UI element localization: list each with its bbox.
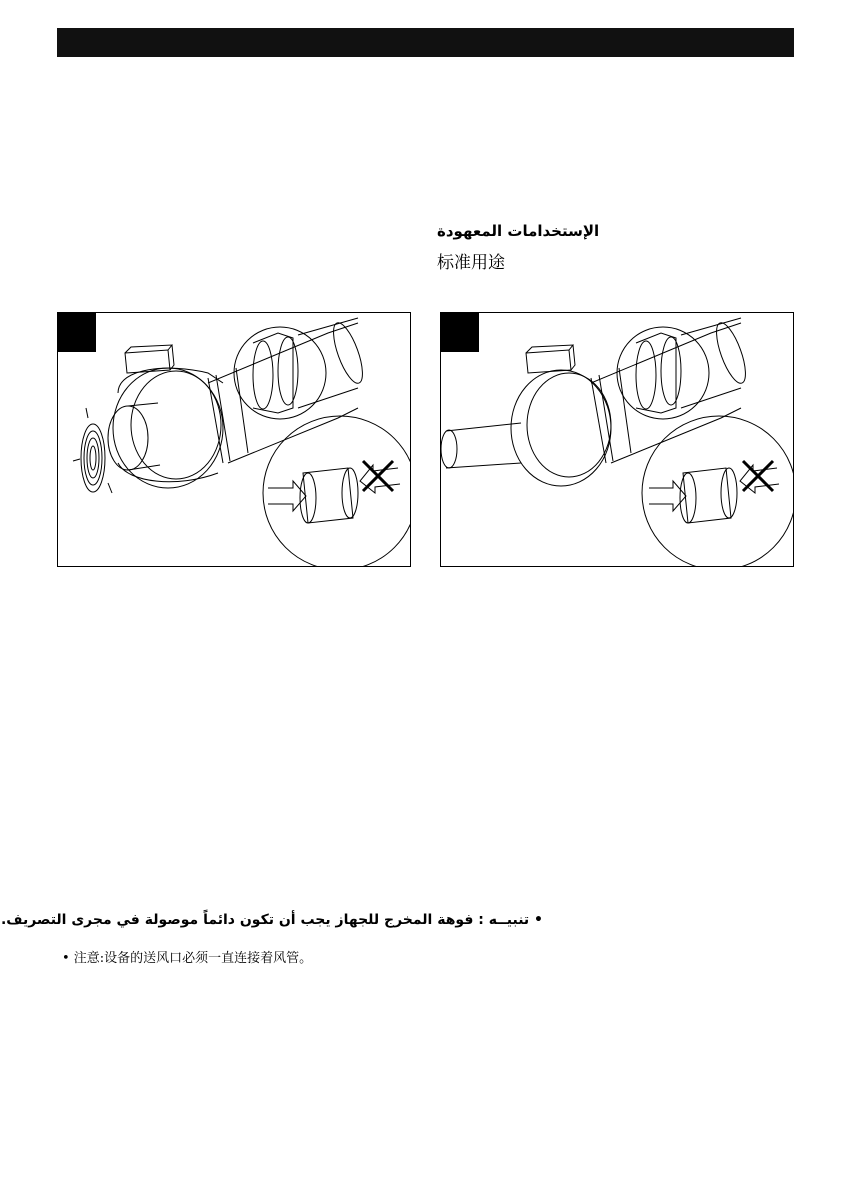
section-title-chinese: 标准用途 [437, 253, 505, 273]
figure-1 [57, 312, 411, 567]
warning-note-chinese: • 注意:设备的送风口必须一直连接着风管。 [62, 951, 313, 966]
duct-icon [441, 320, 751, 468]
fan-icon [108, 345, 248, 488]
fan-icon [511, 345, 631, 486]
figure-2 [440, 312, 794, 567]
duct-icon [208, 320, 368, 463]
wrong-direction-icon [263, 416, 410, 566]
warning-note-arabic: • تنبيــه : فوهة المخرج للجهاز يجب أن تكون دائماً موصولة في مجرى التصريف. [0, 912, 543, 928]
clamp-detail-icon [234, 318, 358, 419]
fan-duct-installation-illustration [441, 313, 793, 566]
section-title-arabic: الإستخدامات المعهودة [437, 222, 600, 240]
grille-icon [73, 408, 112, 493]
header-bar [57, 28, 794, 57]
fan-installation-illustration [58, 313, 410, 566]
wrong-direction-icon [642, 416, 793, 566]
clamp-detail-icon [617, 318, 741, 419]
